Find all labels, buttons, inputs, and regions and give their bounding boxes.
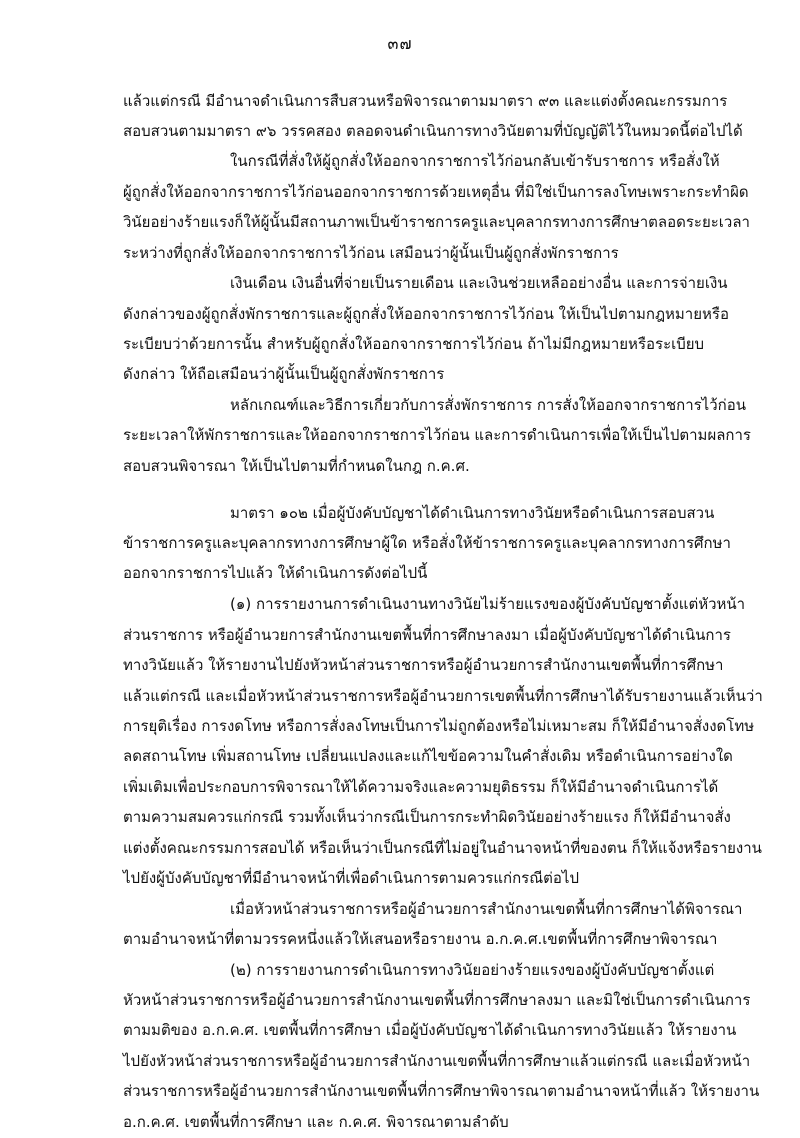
text-line: วินัยอย่างร้ายแรงก็ให้ผู้นั้นมีสถานภาพเป็นข้าราชการครูและบุคลากรทางการศึกษาตลอดระยะเวลา — [123, 213, 750, 231]
text-line: ดังกล่าว ให้ถือเสมือนว่าผู้นั้นเป็นผู้ถูกสั่งพักราชการ — [123, 365, 445, 383]
text-line: (๒) การรายงานการดำเนินการทางวินัยอย่างร้ายแรงของผู้บังคับบัญชาตั้งแต่ — [230, 961, 715, 979]
text-line: ระหว่างที่ถูกสั่งให้ออกจากราชการไว้ก่อน เสมือนว่าผู้นั้นเป็นผู้ถูกสั่งพักราชการ — [123, 244, 619, 262]
text-line: เมื่อหัวหน้าส่วนราชการหรือผู้อำนวยการสำนักงานเขตพื้นที่การศึกษาได้พิจารณา — [230, 900, 743, 918]
text-line: ผู้ถูกสั่งให้ออกจากราชการไว้ก่อนออกจากราชการด้วยเหตุอื่น ที่มิใช่เป็นการลงโทษเพราะกระทำผิด — [123, 183, 749, 201]
text-line: สอบสวนพิจารณา ให้เป็นไปตามที่กำหนดในกฎ ก.ค.ศ. — [123, 457, 470, 475]
text-line: ตามอำนาจหน้าที่ตามวรรคหนึ่งแล้วให้เสนอหรือรายงาน อ.ก.ค.ศ.เขตพื้นที่การศึกษาพิจารณา — [123, 930, 718, 948]
text-line: ระยะเวลาให้พักราชการและให้ออกจากราชการไว้ก่อน และการดำเนินการเพื่อให้เป็นไปตามผลการ — [123, 426, 751, 444]
text-line: ส่วนราชการหรือผู้อำนวยการสำนักงานเขตพื้นที่การศึกษาพิจารณาตามอำนาจหน้าที่แล้ว ให้รายงาน — [123, 1082, 760, 1100]
text-line: ออกจากราชการไปแล้ว ให้ดำเนินการดังต่อไปนี้ — [123, 564, 428, 582]
text-line: ข้าราชการครูและบุคลากรทางการศึกษาผู้ใด หรือสั่งให้ข้าราชการครูและบุคลากรทางการศึกษา — [123, 534, 731, 552]
text-line: แล้วแต่กรณี มีอำนาจดำเนินการสืบสวนหรือพิจารณาตามมาตรา ๙๓ และแต่งตั้งคณะกรรมการ — [123, 92, 728, 110]
text-line: ระเบียบว่าด้วยการนั้น สำหรับผู้ถูกสั่งให้ออกจากราชการไว้ก่อน ถ้าไม่มีกฎหมายหรือระเบียบ — [123, 335, 705, 353]
text-line: สอบสวนตามมาตรา ๙๖ วรรคสอง ตลอดจนดำเนินการทางวินัยตามที่บัญญัติไว้ในหมวดนี้ต่อไปได้ — [123, 122, 743, 140]
section-heading-line: มาตรา ๑๐๒ เมื่อผู้บังคับบัญชาได้ดำเนินการทางวินัยหรือดำเนินการสอบสวน — [230, 504, 715, 522]
text-line: ไปยังผู้บังคับบัญชาที่มีอำนาจหน้าที่เพื่อดำเนินการตามควรแก่กรณีต่อไป — [123, 869, 579, 887]
text-line: ตามความสมควรแก่กรณี รวมทั้งเห็นว่ากรณีเป็นการกระทำผิดวินัยอย่างร้ายแรง ก็ให้มีอำนาจสั่ง — [123, 808, 731, 826]
text-line: (๑) การรายงานการดำเนินงานทางวินัยไม่ร้ายแรงของผู้บังคับบัญชาตั้งแต่หัวหน้า — [230, 595, 746, 613]
text-line: อ.ก.ค.ศ. เขตพื้นที่การศึกษา และ ก.ค.ศ. พิจารณาตามลำดับ — [123, 1113, 509, 1131]
text-line: เพิ่มเติมเพื่อประกอบการพิจารณาให้ได้ความจริงและความยุติธรรม ก็ให้มีอำนาจดำเนินการได้ — [123, 778, 719, 796]
text-line: ส่วนราชการ หรือผู้อำนวยการสำนักงานเขตพื้นที่การศึกษาลงมา เมื่อผู้บังคับบัญชาได้ดำเนินการ — [123, 626, 731, 644]
text-line: ตามมติของ อ.ก.ค.ศ. เขตพื้นที่การศึกษา เมื่อผู้บังคับบัญชาได้ดำเนินการทางวินัยแล้ว ให้รายงาน — [123, 1021, 737, 1039]
text-line: หลักเกณฑ์และวิธีการเกี่ยวกับการสั่งพักราชการ การสั่งให้ออกจากราชการไว้ก่อน — [230, 396, 746, 414]
text-line: ดังกล่าวของผู้ถูกสั่งพักราชการและผู้ถูกสั่งให้ออกจากราชการไว้ก่อน ให้เป็นไปตามกฎหมายหรือ — [123, 305, 729, 323]
text-line: การยุติเรื่อง การงดโทษ หรือการสั่งลงโทษเป็นการไม่ถูกต้องหรือไม่เหมาะสม ก็ให้มีอำนาจสั่งงดโทษ — [123, 717, 755, 735]
text-line: ไปยังหัวหน้าส่วนราชการหรือผู้อำนวยการสำนักงานเขตพื้นที่การศึกษาแล้วแต่กรณี และเมื่อหัวหน้า — [123, 1052, 751, 1070]
text-line: ในกรณีที่สั่งให้ผู้ถูกสั่งให้ออกจากราชการไว้ก่อนกลับเข้ารับราชการ หรือสั่งให้ — [230, 152, 720, 170]
text-line: หัวหน้าส่วนราชการหรือผู้อำนวยการสำนักงานเขตพื้นที่การศึกษาลงมา และมิใช่เป็นการดำเนินการ — [123, 991, 751, 1009]
page-number: ๓๗ — [387, 34, 413, 53]
text-line: ลดสถานโทษ เพิ่มสถานโทษ เปลี่ยนแปลงและแก้ไขข้อความในคำสั่งเดิม หรือดำเนินการอย่างใด — [123, 747, 733, 765]
text-line: แล้วแต่กรณี และเมื่อหัวหน้าส่วนราชการหรือผู้อำนวยการเขตพื้นที่การศึกษาได้รับรายงานแล้วเห็นว่า — [123, 687, 763, 705]
text-line: เงินเดือน เงินอื่นที่จ่ายเป็นรายเดือน และเงินช่วยเหลืออย่างอื่น และการจ่ายเงิน — [230, 274, 728, 292]
text-line: แต่งตั้งคณะกรรมการสอบได้ หรือเห็นว่าเป็นกรณีที่ไม่อยู่ในอำนาจหน้าที่ของตน ก็ให้แจ้งหรือรายงาน — [123, 839, 762, 857]
text-line: ทางวินัยแล้ว ให้รายงานไปยังหัวหน้าส่วนราชการหรือผู้อำนวยการสำนักงานเขตพื้นที่การศึกษา — [123, 656, 724, 674]
